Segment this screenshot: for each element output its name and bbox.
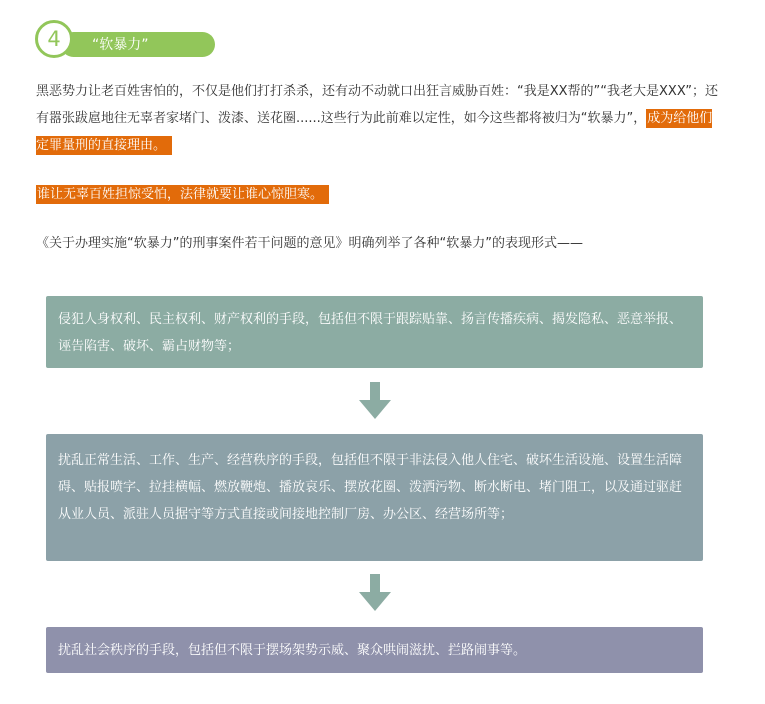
- highlighted-phrase: 成为给他们定罪量刑的直接理由。: [36, 111, 713, 153]
- arrow-down-icon: [359, 382, 391, 420]
- form-box-1: 侵犯人身权利、民主权利、财产权利的手段，包括但不限于跟踪贴靠、扬言传播疾病、揭发隐私、恶意举报、诬告陷害、破坏、霸占财物等；: [46, 296, 703, 368]
- form-box-2: 扰乱正常生活、工作、生产、经营秩序的手段，包括但不限于非法侵入他人住宅、破坏生活设施、设置生活障碍、贴报喷字、拉挂横幅、燃放鞭炮、播放哀乐、摆放花圈、泼洒污物、断水断电、堵门阻工，以及通过驱赶从业人员、派驻人员据守等方式直接或间接地控制厂房、办公区、经营场所等；: [46, 434, 703, 561]
- intro-paragraph: [36, 78, 722, 159]
- warning-line: [36, 184, 329, 206]
- section-number: 4: [47, 26, 61, 51]
- form-box-3: 扰乱社会秩序的手段，包括但不限于摆场架势示威、聚众哄闹滋扰、拦路闹事等。: [46, 627, 703, 673]
- section-number-badge: [35, 20, 73, 58]
- warning-highlight: 谁让无辜百姓担惊受怕，法律就要让谁心惊胆寒。: [36, 185, 329, 204]
- section-title: “软暴力”: [92, 37, 149, 53]
- arrow-down-icon: [359, 574, 391, 612]
- paragraph-text: 黑恶势力让老百姓害怕的，不仅是他们打打杀杀，还有动不动就口出狂言威胁百姓：“我是XX帮的”“我老大是XXX”；还有嚣张跋扈地往无辜者家堵门、泼漆、送花圈......这些行为此前难以定性，如今这些都将被归为“软暴力”，: [36, 84, 718, 126]
- document-intro: 《关于办理实施“软暴力”的刑事案件若干问题的意见》明确列举了各种“软暴力”的表现形式——: [36, 236, 583, 251]
